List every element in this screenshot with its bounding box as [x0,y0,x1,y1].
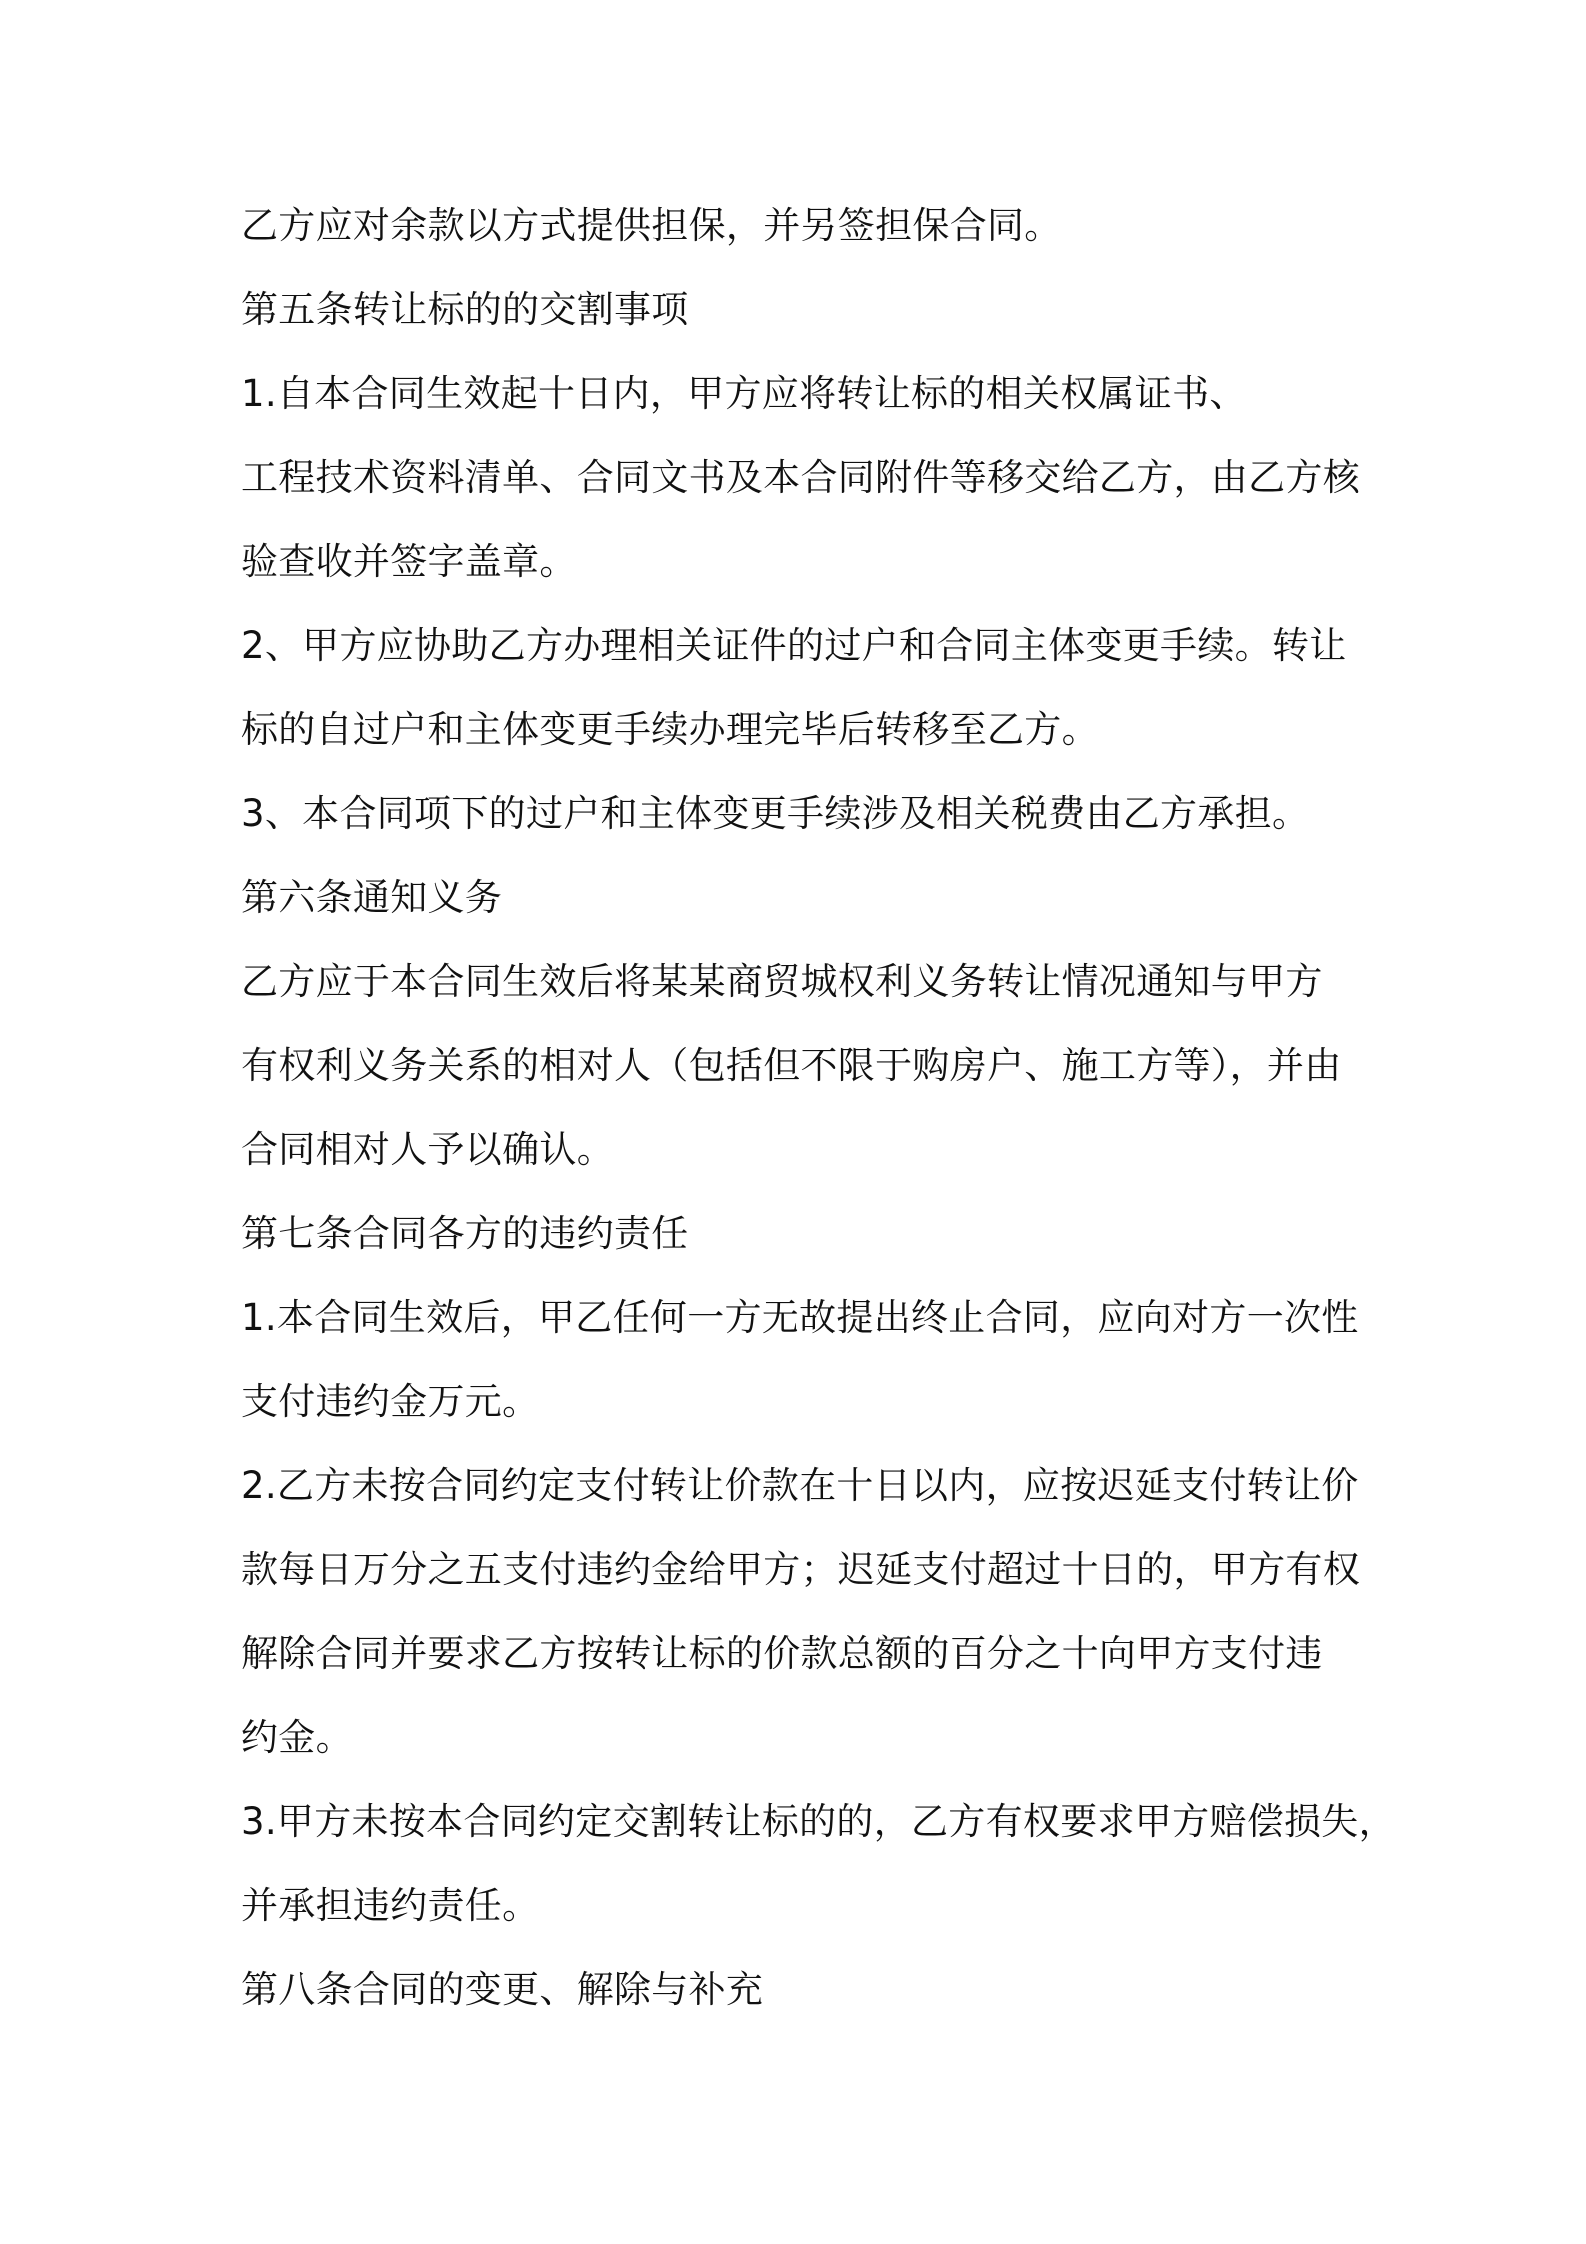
text-line: 乙方应对余款以方式提供担保，并另签担保合同。 [241,204,1062,247]
text-line: 1.本合同生效后，甲乙任何一方无故提出终止合同，应向对方一次性 [241,1296,1359,1339]
text-line: 合同相对人予以确认。 [241,1128,614,1171]
section-heading: 第八条合同的变更、解除与补充 [241,1968,764,2011]
text-line: 2.乙方未按合同约定支付转让价款在十日以内，应按迟延支付转让价 [241,1464,1359,1507]
text-line: 并承担违约责任。 [241,1884,540,1927]
text-line: 乙方应于本合同生效后将某某商贸城权利义务转让情况通知与甲方 [241,960,1323,1003]
text-line: 约金。 [241,1716,353,1759]
text-line: 有权利义务关系的相对人（包括但不限于购房户、施工方等），并由 [241,1044,1342,1087]
text-line: 1.自本合同生效起十日内，甲方应将转让标的相关权属证书、 [241,372,1247,415]
text-line: 3.甲方未按本合同约定交割转让标的的，乙方有权要求甲方赔偿损失， [241,1800,1396,1843]
text-line: 3、本合同项下的过户和主体变更手续涉及相关税费由乙方承担。 [241,792,1310,835]
text-line: 解除合同并要求乙方按转让标的价款总额的百分之十向甲方支付违 [241,1632,1323,1675]
text-line: 标的自过户和主体变更手续办理完毕后转移至乙方。 [241,708,1099,751]
text-line: 支付违约金万元。 [241,1380,540,1423]
text-line: 工程技术资料清单、合同文书及本合同附件等移交给乙方，由乙方核 [241,456,1360,499]
text-line: 款每日万分之五支付违约金给甲方；迟延支付超过十日的，甲方有权 [241,1548,1360,1591]
text-line: 2、甲方应协助乙方办理相关证件的过户和合同主体变更手续。转让 [241,624,1347,667]
section-heading: 第五条转让标的的交割事项 [241,288,689,331]
text-line: 验查收并签字盖章。 [241,540,577,583]
section-heading: 第七条合同各方的违约责任 [241,1212,689,1255]
section-heading: 第六条通知义务 [241,876,503,919]
